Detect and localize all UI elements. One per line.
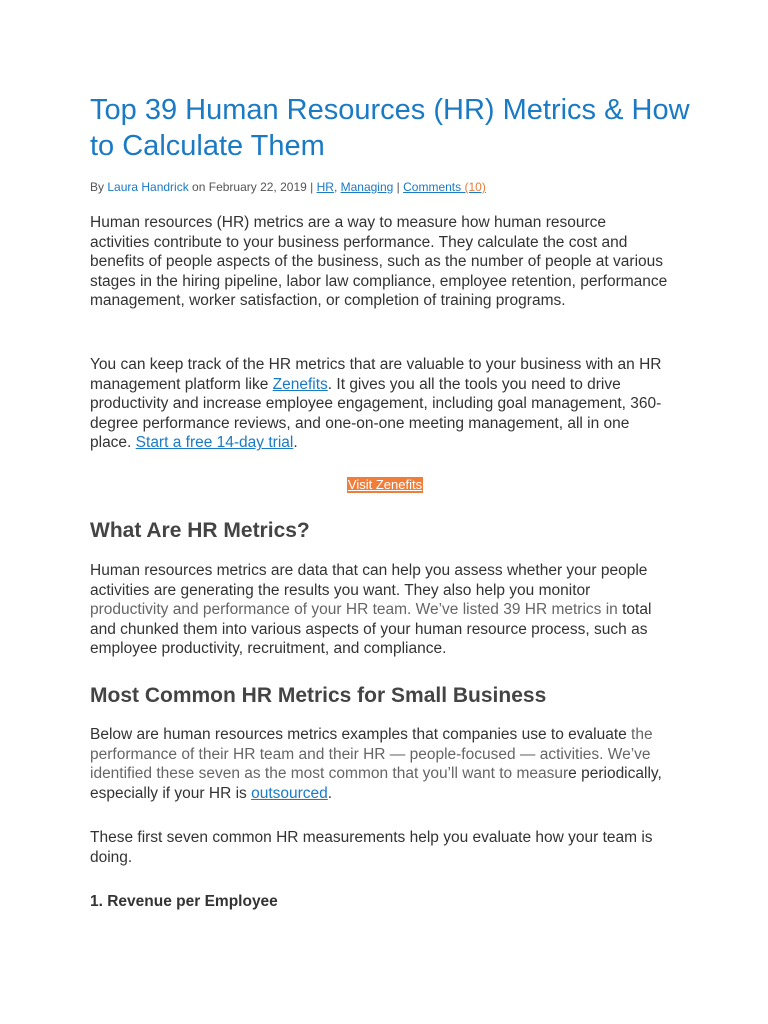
zenefits-link[interactable]: Zenefits [272, 375, 328, 393]
cta-container [90, 476, 680, 494]
category-link-managing[interactable]: Managing [340, 180, 394, 194]
intro-paragraph-1: Human resources (HR) metrics are a way to measure how human resource activities contribute to your business performance. They calculate the cost and benefits of people aspects of the business, such as the number of people at various stages in the hiring pipeline, labor law compliance, employee retention, performance management, worker satisfaction, or completion of training programs. [90, 214, 668, 310]
meta-by: By [90, 180, 108, 194]
comments-count: (10) [461, 180, 486, 194]
intro-p2-text-1: You can keep track of the HR metrics that are valuable to your business with an HR management platform like [90, 356, 662, 393]
free-trial-link[interactable]: Start a free 14-day trial [135, 434, 294, 452]
comments-label: Comments [403, 180, 462, 194]
section2-paragraph-2: These first seven common HR measurements help you evaluate how your team is doing. [90, 829, 653, 866]
intro-paragraph-2 [90, 355, 668, 453]
author-link[interactable]: Laura Handrick [107, 180, 189, 194]
metric-heading-revenue-per-employee: 1. Revenue per Employee [90, 893, 278, 910]
section2-text-1: Below are human resources metrics examples that companies use to evaluate [90, 726, 632, 743]
intro-p2-text-3: . [293, 434, 298, 452]
section2-text-4: . [327, 784, 333, 802]
meta-comma: , [333, 180, 341, 194]
section1-paragraph [90, 561, 668, 659]
section2-text-2: the performance of their HR team and their HR — people-focused — activities. We’ve identified these seven as the most common that you’ll want to measur [90, 726, 653, 783]
intro-p2-text-2: . It gives you all the tools you need to drive productivity and increase employee engagement, including goal management, 360-degree performance reviews, and one-on-one meeting management, all in one place. [90, 375, 662, 452]
section-heading-most-common: Most Common HR Metrics for Small Business [90, 684, 547, 707]
section1-text-3: total and chunked them into various aspects of your human resource process, such as employee productivity, recruitment, and compliance. [90, 601, 652, 658]
comments-link[interactable] [403, 180, 486, 194]
section2-text-3: e periodically, especially if your HR is [90, 765, 662, 802]
article-meta [90, 179, 690, 195]
meta-date: on February 22, 2019 | [188, 180, 317, 194]
section1-text-2: productivity and performance of your HR team. We’ve listed 39 HR metrics in [90, 601, 618, 619]
article-title: Top 39 Human Resources (HR) Metrics & How to Calculate Them [90, 94, 690, 162]
category-link-hr[interactable]: HR [316, 180, 334, 194]
meta-separator: | [393, 180, 404, 194]
section-heading-what-are-hr-metrics: What Are HR Metrics? [90, 519, 310, 542]
section1-text-1: Human resources metrics are data that can help you assess whether your people activities are generating the results you want. They also help you monitor [90, 562, 648, 599]
section2-paragraph-1 [90, 725, 668, 803]
outsourced-link[interactable]: outsourced [251, 784, 328, 802]
visit-zenefits-button[interactable]: Visit Zenefits [347, 477, 423, 492]
